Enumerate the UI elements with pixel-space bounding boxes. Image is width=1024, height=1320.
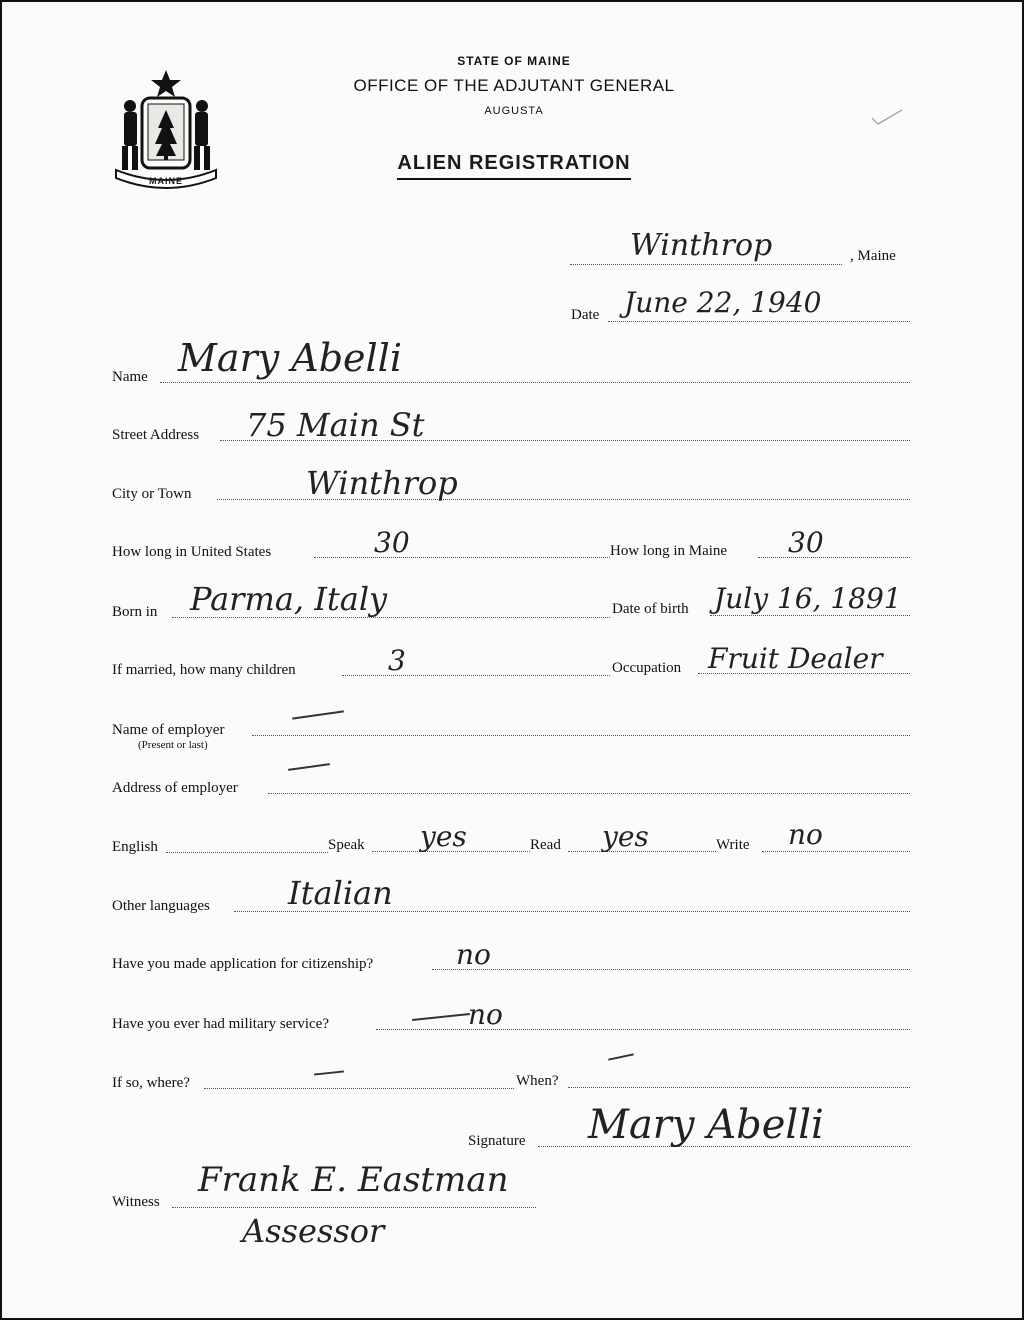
- military-label: Have you ever had military service?: [112, 1016, 329, 1032]
- how-long-maine-line: [758, 557, 910, 558]
- employer-name-dash: [292, 710, 344, 719]
- date-of-birth-value: July 16, 1891: [714, 582, 902, 615]
- check-mark-icon: [870, 106, 904, 128]
- how-long-maine-label: How long in Maine: [610, 543, 728, 559]
- born-in-value: Parma, Italy: [190, 580, 388, 618]
- english-label: English: [112, 839, 158, 855]
- maine-suffix: , Maine: [850, 248, 896, 264]
- speak-label: Speak: [328, 837, 365, 853]
- write-label: Write: [716, 837, 750, 853]
- state-heading: STATE OF MAINE: [457, 54, 571, 68]
- born-in-label: Born in: [112, 604, 158, 620]
- occupation-value: Fruit Dealer: [708, 642, 883, 675]
- when-dash: [608, 1053, 634, 1060]
- date-value: June 22, 1940: [624, 286, 822, 319]
- witness-line: [172, 1207, 536, 1208]
- citizenship-value: no: [456, 938, 491, 971]
- name-label: Name: [112, 369, 148, 385]
- how-long-us-label: How long in United States: [112, 544, 272, 560]
- write-line: [762, 851, 910, 852]
- date-line: [608, 321, 910, 322]
- read-value: yes: [602, 820, 649, 853]
- employer-address-line: [268, 793, 910, 794]
- date-label: Date: [571, 307, 600, 323]
- witness-value: Frank E. Eastman: [198, 1160, 509, 1200]
- other-languages-label: Other languages: [112, 898, 210, 914]
- signature-value: Mary Abelli: [588, 1102, 824, 1148]
- where-line: [204, 1088, 514, 1089]
- town-line: [570, 264, 842, 265]
- military-value: no: [468, 998, 503, 1031]
- children-label: If married, how many children: [112, 662, 296, 678]
- employer-name-line: [252, 735, 910, 736]
- citizenship-label: Have you made application for citizenship?: [112, 956, 374, 972]
- name-value: Mary Abelli: [178, 336, 402, 380]
- how-long-us-line: [314, 557, 610, 558]
- city-label: City or Town: [112, 486, 192, 502]
- city-value: Winthrop: [306, 464, 458, 502]
- english-line: [166, 852, 328, 853]
- other-languages-value: Italian: [288, 874, 393, 912]
- street-address-label: Street Address: [112, 427, 200, 443]
- read-label: Read: [530, 837, 561, 853]
- occupation-label: Occupation: [612, 660, 682, 676]
- military-line: [376, 1029, 910, 1030]
- children-line: [342, 675, 610, 676]
- seal-text: MAINE: [149, 176, 183, 186]
- date-of-birth-label: Date of birth: [612, 601, 689, 617]
- speak-value: yes: [420, 820, 467, 853]
- office-heading: OFFICE OF THE ADJUTANT GENERAL: [353, 76, 675, 95]
- where-dash: [314, 1070, 344, 1075]
- witness-title-value: Assessor: [242, 1212, 385, 1250]
- military-dash: [412, 1013, 470, 1021]
- write-value: no: [788, 818, 823, 851]
- name-line: [160, 382, 910, 383]
- town-value: Winthrop: [630, 228, 773, 263]
- date-of-birth-line: [710, 615, 910, 616]
- when-line: [568, 1087, 910, 1088]
- form-title: ALIEN REGISTRATION: [2, 152, 1024, 175]
- citizenship-line: [432, 969, 910, 970]
- employer-name-label: Name of employer: [112, 722, 225, 738]
- present-or-last-note: (Present or last): [138, 739, 208, 751]
- employer-address-label: Address of employer: [112, 780, 238, 796]
- signature-label: Signature: [468, 1133, 526, 1149]
- city-heading: AUGUSTA: [484, 105, 544, 117]
- where-label: If so, where?: [112, 1075, 190, 1091]
- how-long-us-value: 30: [374, 526, 410, 559]
- employer-address-dash: [288, 763, 330, 771]
- when-label: When?: [516, 1073, 559, 1089]
- how-long-maine-value: 30: [788, 526, 824, 559]
- children-value: 3: [388, 644, 406, 677]
- witness-label: Witness: [112, 1194, 160, 1210]
- street-address-value: 75 Main St: [246, 406, 425, 444]
